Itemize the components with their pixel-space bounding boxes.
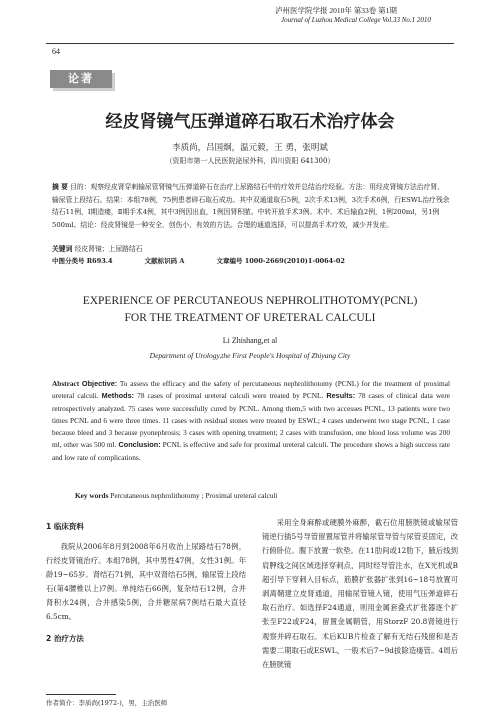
objective-label: Objective:: [81, 379, 118, 388]
page-number: 64: [52, 47, 60, 56]
keywords-cn: [52, 243, 143, 253]
author-footnote: 作者简介：李质尚(1972-)，男，主治医师: [46, 699, 168, 707]
title-en: [40, 293, 460, 327]
abstract-cn-text: 目的：观察经皮肾穿刺输尿管肾镜气压弹道碎石在治疗上尿路结石中的疗效并总结治疗经验。方法：用经皮肾镜方法治疗肾、输尿管上段结石。结果：本组78例，75例患者碎石取石成功。其中双通道取石5例，2次手术13例，3次手术6例，行ESWL治疗残余结石11例，Ⅰ期造瘘，Ⅱ期手术4例，其中3例因出血，1例因肾积脓。中转开放手术3例。术中、术后输血2例，1例200ml，另1例500ml。结论：经皮肾镜是一种安全、创伤小、有效的方法。合理的通道选择，可以提高手术疗效，减少并发症。: [52, 183, 450, 229]
journal-header-en: Journal of Luzhou Medical College Vol.33 No.1 2010: [281, 16, 431, 24]
body-right-column: [262, 516, 458, 672]
abstract-cn-label: 摘 要: [52, 183, 68, 191]
clc-number: 中图分类号 R693.4: [52, 257, 113, 265]
journal-header-cn: 泸州医学院学报 2010年 第33卷 第1期: [275, 6, 397, 15]
article-number: 文章编号 1000-2669(2010)1-0064-02: [216, 257, 345, 265]
doc-code: 文献标识码 A: [144, 257, 185, 265]
affiliation-cn: （资阳市第一人民医院泌尿外科，四川资阳 641300）: [165, 157, 335, 165]
body-left-column: [46, 516, 246, 652]
footnote-rule: [46, 694, 116, 695]
objective-text: To assess the efficacy and the safety of percutaneous nephrolithotomy (PCNL) for the treatment of proximal ureteral calculi.: [52, 379, 450, 401]
keywords-cn-label: 关键词: [52, 245, 73, 253]
section-tag: 论著: [50, 70, 112, 88]
abstract-cn: [52, 181, 450, 231]
abstract-en: [52, 378, 450, 464]
title-en-line1: EXPERIENCE OF PERCUTANEOUS NEPHROLITHOTOMY(PCNL): [82, 295, 418, 307]
methods-paragraph: 采用全身麻醉或硬膜外麻醉，截石位用膀胱镜或输尿管镜逆行插5号导管留置尿管并将输尿管导管与尿管妥固定，改行俯卧位。腹下放置一软垫。在11肋间或12肋下，腋后线到肩胛线之间区域选择穿刺点，同时经导管注水，在X光机或B超引导下穿刺入目标点，筋膜扩张器扩张到16~18号放置可剥离鞘建立皮肾通道，用输尿管镜入镜，使用气压弹道碎石取石治疗。如选择F24通道，则用金属套叠式扩张器逐个扩张至F22或F24，留置金属鞘管，用StorzF 20.8肾镜进行观察并碎石取石。术后KUB片检查了解有无结石残留和是否需要二期取石或ESWL，一般术后7~9d拔除造瘘管。4周后在膀胱镜: [262, 518, 458, 670]
section1-heading: 1 临床资料: [46, 522, 84, 531]
classification-line: [52, 256, 375, 265]
results-label: Results:: [326, 391, 356, 401]
section2-heading: 2 治疗方法: [46, 634, 84, 643]
keywords-en: [75, 491, 277, 500]
header-rule: [46, 43, 454, 44]
section1-paragraph: 我院从2006年8月到2008年6月收治上尿路结石78例，行经皮肾镜治疗。本组78例，其中男性47例，女性31例。年龄19~65岁。肾结石71例，其中双肾结石5例，输尿管上段结石(第4腰椎以上)7例。单纯结石66例，复杂结石12例，合并肾积水24例，合并感染5例，合并糖尿病7例结石最大直径6.5cm。: [46, 542, 246, 621]
affiliation-en: Department of Urology,the First People's Hospital of Zhiyang City: [149, 351, 351, 360]
authors-cn: 李质尚，吕国炯，温元毅，王 勇，张明斌: [172, 143, 328, 153]
conclusion-text: PCNL is effective and safe for proximal ureteral calculi. The procedure shows a high success rate and low rate of complications.: [52, 440, 451, 462]
results-text: 78 cases of clinical data were retrospectively analyzed. 75 cases were successfully cured by PCNL. Among them,5 with two accesses PCNL, 13 patients were two times PCNL and 6 were three times. 11 cases with residual stones were treated by ESWL; 4 cases underwent two stage PCNL, 1 case because bleed and 3 because pyonephrosis; 3 cases with opening treatment; 2 cases with transfusion, one blood loss volume was 200 ml, other was 500 ml.: [52, 391, 451, 450]
conclusion-label: Conclusion:: [118, 440, 161, 450]
authors-en: Li Zhishang,et al: [222, 336, 278, 345]
title-cn: 经皮肾镜气压弹道碎石取石术治疗体会: [105, 112, 395, 132]
keywords-en-label: Key words: [75, 491, 109, 500]
methods-label: Methods:: [101, 391, 135, 401]
keywords-en-text: Percutaneous nephrolithotomy ; Proximal ureteral calculi: [110, 491, 278, 500]
methods-text: 78 cases of proximal ureteral calculi were treated by PCNL.: [137, 391, 324, 401]
title-en-line2: FOR THE TREATMENT OF URETERAL CALCULI: [124, 312, 376, 324]
keywords-cn-text: 经皮肾镜；上尿路结石: [74, 245, 143, 253]
abstract-en-label: Abstract: [52, 379, 80, 388]
